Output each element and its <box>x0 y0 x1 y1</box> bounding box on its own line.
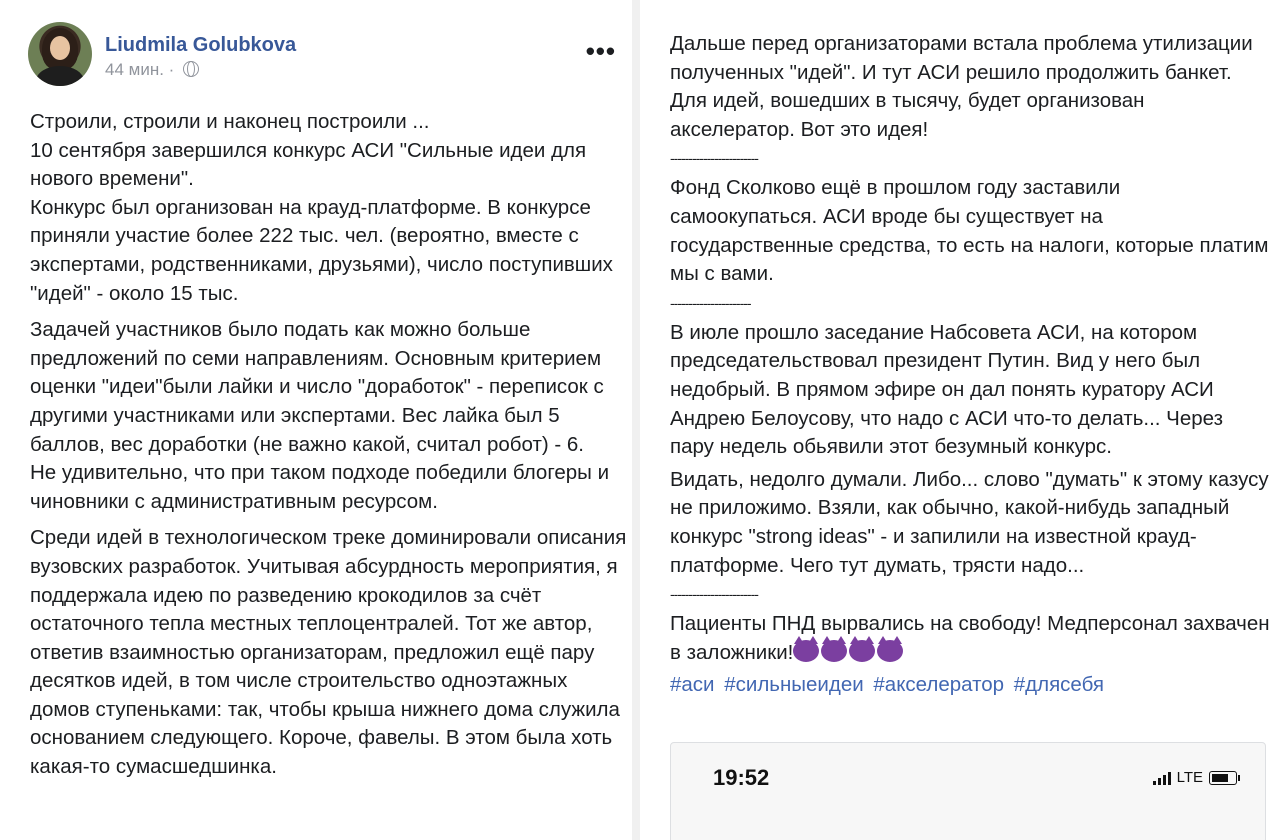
post-paragraph-4: Дальше перед организаторами встала проблема утилизации полученных "идей". И тут АСИ решило продолжить банкет. Для идей, вошедших в тысячу, будет организован акселератор. Вот это идея! <box>670 32 1253 141</box>
post-line: Конкурс был организован на крауд-платформе. В конкурсе приняли участие более 222 тыс. чел. (вероятно, вместе с экспертами, родственниками, друзьями), число поступивших "идей" - около 15 тыс. <box>30 195 613 305</box>
post-line: Среди идей в технологическом треке доминировали описания вузовских разработок. Учитывая абсурдность мероприятия, я поддержала идею по разведению крокодилов за счёт остаточного тепла местных теплоцентралей. Тот же автор, ответив взаимностью организаторам, предложил ещё пару десятков идей, в том числе строительство одноэтажных домов ступеньками: так, чтобы крыша нижнего дома служила основанием следующего. Короче, фавелы. В этом была хоть какая-то сумасшедшинка. <box>30 526 627 779</box>
post-line: 10 сентября завершился конкурс АСИ "Сильные идеи для нового времени". <box>30 138 587 191</box>
post-paragraph-8 <box>670 610 1270 667</box>
post-left-column <box>0 0 632 840</box>
post-paragraph-1 <box>30 108 628 308</box>
network-type: LTE <box>1176 769 1203 786</box>
globe-icon <box>183 61 199 77</box>
divider: ------------------------ <box>670 586 758 603</box>
phone-status-bar <box>1153 769 1237 786</box>
post-paragraph-3 <box>30 524 628 781</box>
hashtag-link[interactable]: #сильныеидеи <box>724 673 864 697</box>
cell-signal-icon <box>1153 771 1171 785</box>
hashtag-list <box>670 671 1270 700</box>
hashtag-link[interactable]: #аси <box>670 673 715 697</box>
hashtag-link[interactable]: #длясебя <box>1013 673 1104 697</box>
attached-screenshot[interactable] <box>670 742 1266 840</box>
phone-clock: 19:52 <box>713 765 770 790</box>
post-body-right <box>670 30 1270 700</box>
battery-icon <box>1209 771 1237 785</box>
post-paragraph-5: Фонд Сколково ещё в прошлом году заставили самоокупаться. АСИ вроде бы существует на государственные средства, то есть на налоги, которые платим мы с вами. <box>670 176 1269 286</box>
smiling-devil-emoji-icon <box>877 640 903 662</box>
post-header <box>28 22 618 92</box>
smiling-devil-emoji-icon <box>821 640 847 662</box>
post-line: Строили, строили и наконец построили ... <box>30 110 430 133</box>
post-right-column <box>640 0 1278 840</box>
divider: ---------------------- <box>670 294 751 311</box>
post-body-left <box>30 108 628 790</box>
post-paragraph-2 <box>30 316 628 516</box>
post-timestamp[interactable] <box>105 60 199 80</box>
more-options-icon[interactable]: ••• <box>585 36 616 66</box>
smiling-devil-emoji-icon <box>849 640 875 662</box>
post-line: Пациенты ПНД вырвались на свободу! Медперсонал захвачен в заложники! <box>670 612 1270 664</box>
post-line: Не удивительно, что при таком подходе победили блогеры и чиновники с административным ресурсом. <box>30 461 610 513</box>
avatar[interactable] <box>28 22 92 86</box>
post-line: Задачей участников было подать как можно больше предложений по семи направлениям. Основным критерием оценки "идеи"были лайки и число "доработок" - переписок с другими участниками или экспертами. Вес лайка был 5 баллов, вес доработки (не важно какой, считал робот) - 6. <box>30 318 604 456</box>
post-paragraph-6: В июле прошло заседание Набсовета АСИ, на котором председательствовал президент Путин. Вид у него был недобрый. В прямом эфире он дал понять куратору АСИ Андрею Белоусову, что надо с АСИ что-то делать... Через пару недель обьявили этот безумный конкурс. <box>670 320 1223 459</box>
smiling-devil-emoji-icon <box>793 640 819 662</box>
post-time: 44 мин. · <box>105 60 175 79</box>
hashtag-link[interactable]: #акселератор <box>873 673 1005 697</box>
post-paragraph-7: Видать, недолго думали. Либо... слово "думать" к этому казусу не приложимо. Взяли, как обычно, какой-нибудь западный конкурс "strong ideas" - и запилили на известной крауд-платформе. Чего тут думать, трясти надо... <box>670 467 1269 577</box>
author-name[interactable]: Liudmila Golubkova <box>105 34 297 56</box>
divider: ------------------------ <box>670 150 758 167</box>
